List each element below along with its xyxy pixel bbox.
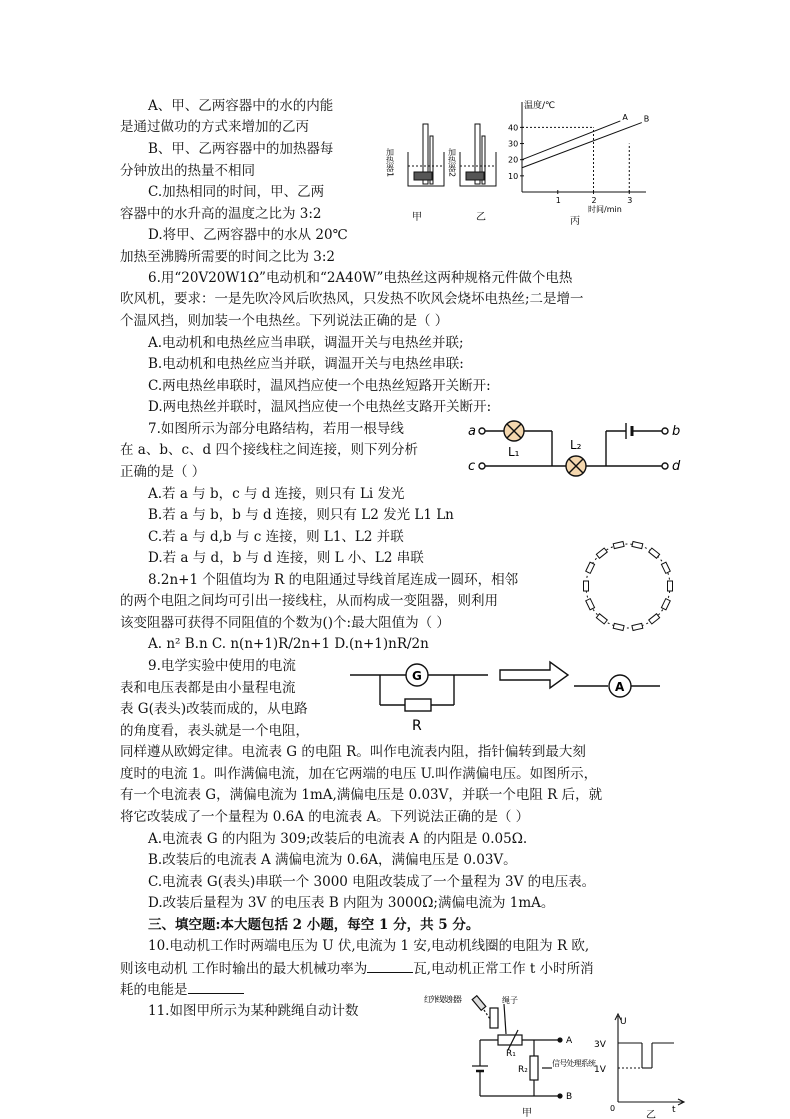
q9-option-c: C.电流表 G(表头)串联一个 3000 电阻改装成了一个量程为 3V 的电压表。 [148,874,596,890]
q5-option-c-line1: C.加热相同的时间，甲、乙两 [148,184,325,200]
lamp-l1-label: L₁ [508,445,520,459]
terminal-b-label: B [566,1092,573,1102]
q8-stem-line1: 8.2n+1 个阻值均为 R 的电阻通过导线首尾连成一圆环，相邻 [148,572,519,588]
ring-resistor [661,562,670,573]
emitter-label: 红外线发射器 [424,995,462,1004]
resistor-r-label: R [412,718,422,734]
meter-g-label: G [412,669,422,683]
q9-stem-line5: 同样遵从欧姆定律。电流表 G 的电阻 R。叫作电流表内阻，指针偏转到最大刻 [120,744,586,760]
fig-yi-label: 乙 [646,1110,656,1119]
heater-label-2: 加热器2 [447,148,457,178]
q6-option-b: B.电动机和电热丝应当并联，调温开关与电热丝串联: [148,356,464,372]
chart-x-tick-label-3: 3 [627,196,633,205]
q11-line1: 11.如图甲所示为某种跳绳自动计数 [148,1003,359,1019]
u-axis-label: U [620,1017,627,1027]
meter-conversion-figure [350,650,668,736]
chart-series-label-A: A [622,112,628,122]
ring-resistor [613,623,624,630]
q5-option-b-line1: B、甲、乙两容器中的加热器每 [148,141,334,157]
t-axis-label: t [672,1105,676,1115]
q7-option-d: D.若 a 与 d，b 与 d 连接，则 L 小、L2 串联 [148,550,424,566]
ring-resistor [586,562,595,573]
q5-option-a-line1: A、甲、乙两容器中的水的内能 [148,98,334,114]
q8-stem-line3: 该变阻器可获得不同阻值的个数为()个:最大阻值为（ ） [120,615,450,631]
terminal-a-label: A [566,1036,573,1046]
chart-y-tick-label-10: 10 [508,171,519,181]
q10-blank-1[interactable] [367,958,413,973]
section-3-title: 三、填空题:本大题包括 2 小题，每空 1 分，共 5 分。 [148,917,480,933]
chart-y-tick-label-40: 40 [508,123,519,133]
q5-option-d-line2: 加热至沸腾所需要的时间之比为 3:2 [120,249,336,265]
q8-options: A. n² B.n C. n(n+1)R/2n+1 D.(n+1)nR/2n [148,636,429,652]
q7-option-b: B.若 a 与 b，b 与 d 连接，则只有 L2 发光 L1 Ln [148,507,454,523]
meter-a-label: A [615,680,625,694]
ring-resistor [649,548,660,558]
ring-resistor [584,581,589,591]
q9-option-a: A.电流表 G 的内阻为 309;改装后的电流表 A 的内阻是 0.05Ω. [148,831,528,847]
q6-option-d: D.两电热丝并联时，温风挡应使一个电热丝支路开关断开: [148,399,492,415]
q10-line3-text: 耗的电能是 [120,982,188,998]
chart-series-B [522,123,642,168]
q7-stem-line3: 正确的是（ ） [120,464,206,480]
signal-system-label: 信号处理系统 [552,1059,596,1068]
voltage-time-graph [590,1010,690,1119]
label-yi: 乙 [476,212,486,223]
q9-stem-line6: 度时的电流 1。叫作满偏电流，加在它两端的电压 U.叫作满偏电压。如图所示， [120,766,598,782]
chart-ylabel: 温度/℃ [524,101,556,111]
rope-label: 绳子 [502,996,518,1005]
q9-stem-line1: 9.电学实验中使用的电流 [148,658,296,674]
q7-circuit-figure [466,416,686,486]
terminal-d: d [672,459,681,474]
chart-x-tick-label-1: 1 [555,196,561,205]
q10-line3 [120,979,244,1000]
q9-option-d: D.改装后量程为 3V 的电压表 B 内阻为 3000Ω;满偏电流为 1mA。 [148,895,555,911]
q5-option-c-line2: 容器中的水升高的温度之比为 3:2 [120,206,322,222]
terminal-a: a [468,424,476,439]
q10-line2 [120,958,594,979]
q10-line1: 10.电动机工作时两端电压为 U 伏,电流为 1 安,电动机线圈的电阻为 R 欧, [148,938,590,954]
heater-containers-figure [386,118,504,230]
heater-label-1: 加热器1 [386,148,395,178]
q6-stem-line3: 个温风挡，则加装一个电热丝。下列说法正确的是（ ） [120,313,449,329]
resistor-ring-figure [578,536,678,636]
q6-option-c: C.两电热丝串联时，温风挡应使一个电热丝短路开关断开: [148,378,491,394]
r2-label: R₂ [518,1065,528,1075]
q9-option-b: B.改装后的电流表 A 满偏电流为 0.6A，满偏电压是 0.03V。 [148,852,517,868]
chart-xlabel: 时间/min [588,205,622,214]
ring-resistor [632,542,643,549]
q7-option-c: C.若 a 与 d,b 与 c 连接，则 L1、L2 并联 [148,529,404,545]
lamp-l2-label: L₂ [570,438,582,452]
chart-y-tick-label-30: 30 [508,139,519,149]
v3-label: 3V [594,1040,606,1050]
chart-series-label-B: B [643,114,650,124]
r1-label: R₁ [506,1049,516,1059]
q6-stem-line2: 吹风机，要求：一是先吹冷风后吹热风，只发热不吹风会烧坏电热丝;二是增一 [120,291,584,307]
q9-stem-line3: 表 G(表头)改装而成的，从电路 [120,701,308,717]
fig-jia-label: 甲 [522,1108,532,1119]
q5-option-b-line2: 分钟放出的热量不相同 [120,163,255,179]
chart-x-tick-label-2: 2 [591,196,597,205]
q7-stem-line1: 7.如图所示为部分电路结构，若用一根导线 [148,421,404,437]
origin-label: 0 [610,1104,616,1113]
label-bing: 丙 [570,216,580,227]
ring-resistor [613,542,624,549]
q7-option-a: A.若 a 与 b，c 与 d 连接，则只有 Li 发光 [148,486,405,502]
ring-resistor [596,548,607,558]
label-jia: 甲 [412,212,422,223]
chart-y-tick-label-20: 20 [508,155,519,165]
ring-resistor [649,614,660,624]
q7-stem-line2: 在 a、b、c、d 四个接线柱之间连接，则下列分析 [120,442,418,458]
q5-option-d-line1: D.将甲、乙两容器中的水从 20℃ [148,227,348,243]
ring-resistor [586,599,595,610]
q9-stem-line8: 将它改装成了一个量程为 0.6A 的电流表 A。下列说法正确的是（ ） [120,809,530,825]
q10-line2-part2: 瓦,电动机正常工作 t 小时所消 [413,961,594,977]
terminal-b: b [672,424,681,439]
q9-stem-line2: 表和电压表都是由小量程电流 [120,680,296,696]
terminal-c: c [468,459,476,474]
ring-resistor [661,599,670,610]
q10-line2-part1: 则该电动机 工作时输出的最大机械功率为 [120,961,368,977]
q8-stem-line2: 的两个电阻之间均可引出一接线柱，从而构成一变阻器，则利用 [120,593,498,609]
ring-resistor [632,623,643,630]
chart-series-A [522,121,620,160]
q6-option-a: A.电动机和电热丝应当串联，调温开关与电热丝并联; [148,335,464,351]
q10-blank-2[interactable] [188,979,244,994]
q9-stem-line4: 的角度看，表头就是一个电阻， [120,723,309,739]
v1-label: 1V [594,1065,606,1075]
q5-option-a-line2: 是通过做功的方式来增加的乙丙 [120,119,309,135]
temperature-chart [500,96,650,228]
q9-stem-line7: 有一个电流表 G，满偏电流为 1mA,满偏电压是 0.03V，并联一个电阻 R 后，就 [120,787,603,803]
q6-stem-line1: 6.用“20V20W1Ω”电动机和“2A40W”电热丝这两种规格元件做个电热 [148,270,573,286]
ring-resistor [596,614,607,624]
ring-resistor [668,581,673,591]
